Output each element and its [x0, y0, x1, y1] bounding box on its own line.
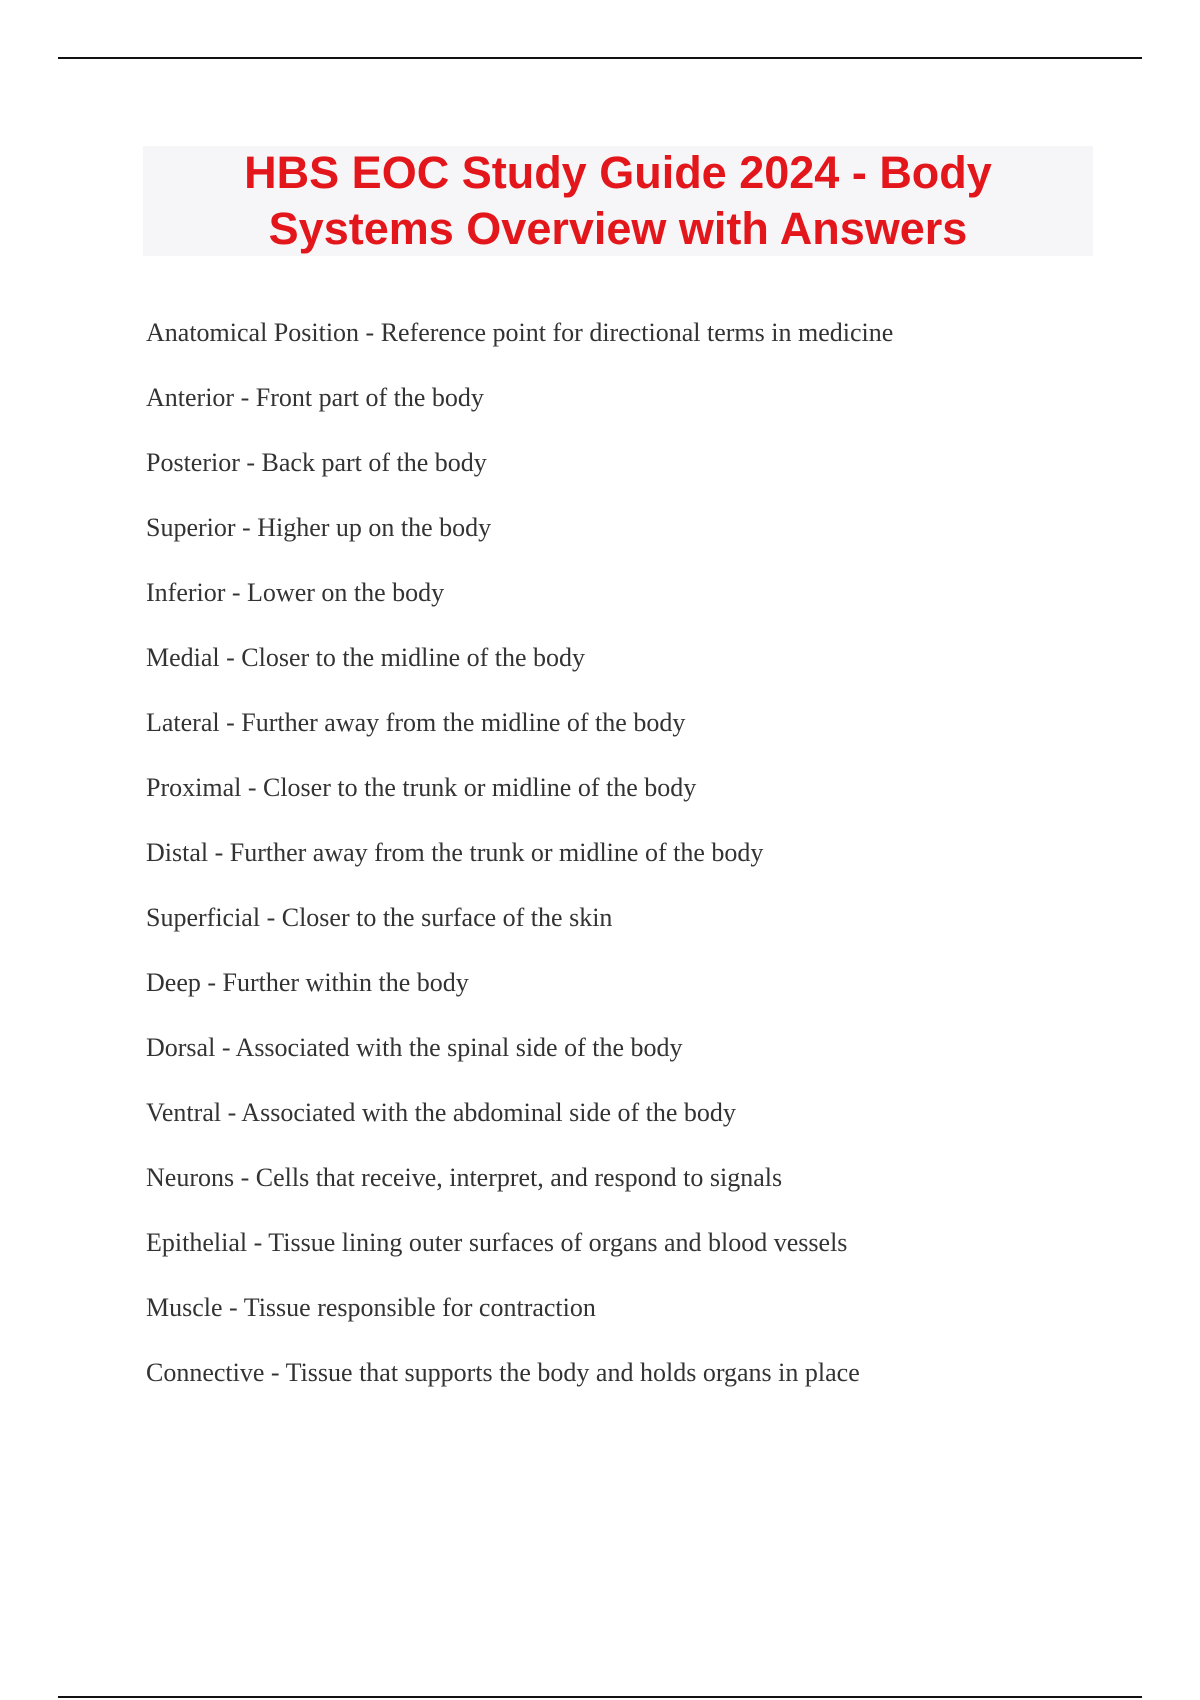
term-list — [146, 318, 1146, 1423]
term-epithelial: Epithelial - Tissue lining outer surfaces of organs and blood vessels — [146, 1228, 848, 1257]
term-distal: Distal - Further away from the trunk or midline of the body — [146, 838, 764, 867]
term-medial: Medial - Closer to the midline of the body — [146, 643, 586, 672]
term-muscle: Muscle - Tissue responsible for contraction — [146, 1293, 596, 1322]
term-dorsal: Dorsal - Associated with the spinal side of the body — [146, 1033, 683, 1062]
term-deep: Deep - Further within the body — [146, 968, 469, 997]
term-neurons: Neurons - Cells that receive, interpret, and respond to signals — [146, 1163, 783, 1192]
term-lateral: Lateral - Further away from the midline of the body — [146, 708, 686, 737]
term-posterior: Posterior - Back part of the body — [146, 448, 487, 477]
term-superficial: Superficial - Closer to the surface of the skin — [146, 903, 613, 932]
bottom-divider — [58, 1696, 1142, 1698]
term-proximal: Proximal - Closer to the trunk or midline of the body — [146, 773, 697, 802]
title-banner — [143, 146, 1093, 256]
term-anterior: Anterior - Front part of the body — [146, 383, 484, 412]
title-line-1: HBS EOC Study Guide 2024 - Body — [244, 147, 992, 198]
top-divider — [58, 57, 1142, 59]
title-line-2: Systems Overview with Answers — [268, 203, 968, 254]
term-superior: Superior - Higher up on the body — [146, 513, 492, 542]
page-title — [244, 145, 992, 257]
term-ventral: Ventral - Associated with the abdominal side of the body — [146, 1098, 736, 1127]
term-connective: Connective - Tissue that supports the body and holds organs in place — [146, 1358, 860, 1387]
term-anatomical-position: Anatomical Position - Reference point for directional terms in medicine — [146, 318, 894, 347]
term-inferior: Inferior - Lower on the body — [146, 578, 445, 607]
